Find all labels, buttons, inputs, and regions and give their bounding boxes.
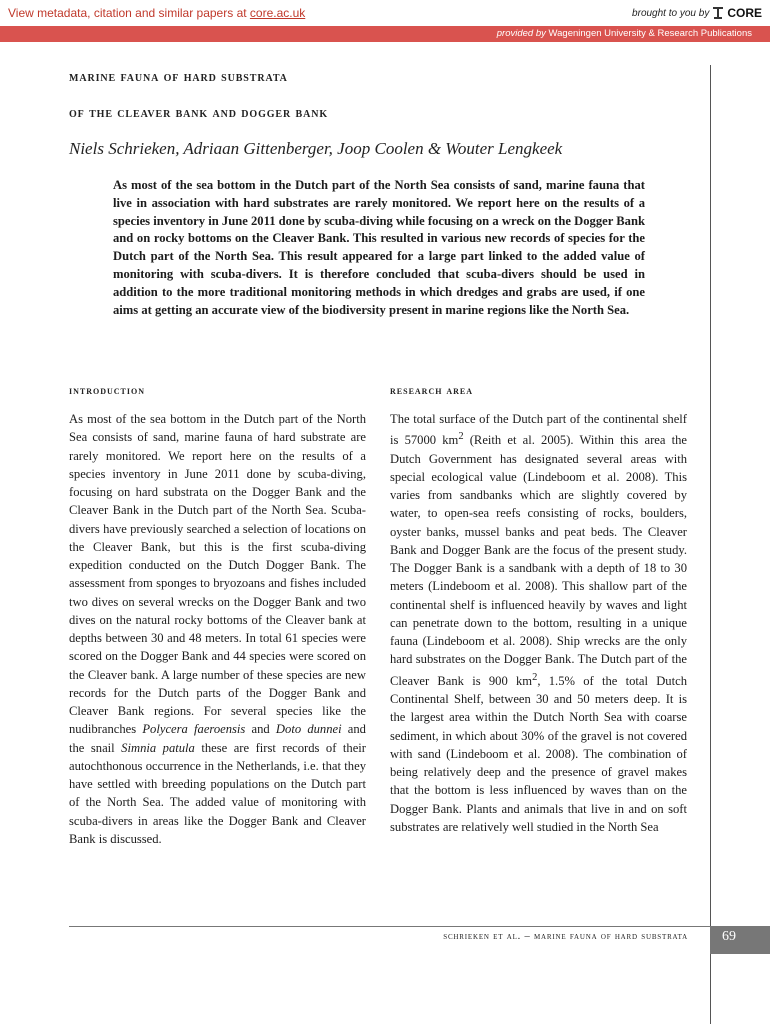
core-logo-icon [712, 6, 724, 20]
running-header: schrieken et al. – marine fauna of hard substrata [443, 931, 688, 942]
page-number: 69 [722, 929, 736, 944]
metadata-prefix: View metadata, citation and similar papers at [8, 6, 250, 20]
intro-part: As most of the sea bottom in the Dutch part of the North Sea consists of sand, marine fauna of hard substrate are rarely monitored. We report here on the results of a species inventory in June 2011 done by scuba-diving, focusing on hard substrata on the Dogger Bank and the Cleaver Bank in the Dutch part of the North Sea. Scuba-divers have previously searched a selection of locations on the Cleaver Bank, but this is the first scuba-diving expedition conducted on the Dutch Dogger Bank. The assessment from sponges to bryozoans and fishes included two dives on several wrecks on the Dogger Bank and two dives on the natural rocky bottoms of the Cleaver bank at depths between 30 and 48 meters. In total 61 species were scored on the Dogger Bank and 44 species were scored on the Cleaver bank. A large number of these species are new records for the Dutch parts of the Dogger Bank and Cleaver Bank regions. For several species like the nudibranches [69, 412, 366, 737]
intro-part: and the snail [69, 722, 366, 755]
introduction-text [69, 410, 366, 848]
brought-by[interactable] [632, 6, 762, 20]
core-label: CORE [727, 6, 762, 20]
research-part: The total surface of the Dutch part of the continental shelf is 57000 km [390, 412, 687, 448]
metadata-link[interactable] [8, 6, 305, 20]
superscript: 2 [532, 671, 538, 683]
provided-by[interactable] [497, 28, 752, 39]
brought-by-text: brought to you by [632, 7, 710, 19]
core-link[interactable]: core.ac.uk [249, 6, 306, 20]
introduction-heading: introduction [69, 385, 146, 397]
intro-part: these are first records of their autochthonous occurrence in the Netherlands, i.e. that they have settled with breeding populations on the Dutch part of the North Sea. The added value of monitoring with scuba-divers in areas like the Dogger Bank and Cleaver Bank is discussed. [69, 740, 366, 846]
superscript: 2 [458, 431, 464, 443]
authors: Niels Schrieken, Adriaan Gittenberger, Joop Coolen & Wouter Lengkeek [69, 139, 563, 158]
intro-part: and [245, 722, 276, 737]
research-area-text [390, 410, 687, 836]
title-line-2: of the cleaver bank and dogger bank [69, 106, 329, 121]
species-name: Polycera faeroensis [142, 722, 246, 737]
research-area-heading: research area [390, 385, 473, 397]
species-name: Simnia patula [121, 740, 195, 755]
footer-rule [69, 926, 710, 927]
title-line-1: marine fauna of hard substrata [69, 70, 288, 85]
abstract: As most of the sea bottom in the Dutch part of the North Sea consists of sand, marine fauna that live in association with hard substrates are rarely monitored. We report here on the results of a species inventory in June 2011 done by scuba-diving while focusing on a wreck on the Dogger Bank and on rocky bottoms on the Cleaver Bank. This resulted in various new records of species for the Dutch part of the North Sea. This result appeared for a large part linked to the added value of monitoring with scuba-divers. It is therefore concluded that scuba-divers should be used in addition to the more traditional monitoring methods in which dredges and grabs are used, if one aims at getting an accurate view of the biodiversity present in marine regions like the North Sea. [113, 178, 645, 317]
provided-by-prefix: provided by [496, 28, 546, 39]
provider-name: Wageningen University & Research Publications [548, 28, 752, 39]
research-part: (Reith et al. 2005). Within this area the Dutch Government has designated several areas with special ecological value (Lindeboom et al. 2008). This varies from sandbanks which are slightly covered by water, to open-sea reefs consisting of rocks, boulders, oyster banks, mussel banks and peat beds. The Cleaver Bank and Dogger Bank are the focus of the present study. The Dogger Bank is a sandbank with a depth of 18 to 30 meters (Lindeboom et al. 2008). This shallow part of the continental shelf is influenced heavily by waves and light can penetrate down to the bottom, resulting in a unique fauna (Lindeboom et al. 2008). Ship wrecks are the only hard substrates on the Dogger Bank. The Dutch part of the Cleaver Bank is 900 km [390, 433, 687, 688]
species-name: Doto dunnei [275, 722, 342, 737]
research-part: , 1.5% of the total Dutch Continental Shelf, between 30 and 50 meters deep. It is the largest area within the Dutch North Sea with coarse sediment, in which about 30% of the gravel is not covered with sand (Lindeboom et al. 2008). The combination of being relatively deep and the presence of gravel makes that the bottom is less influenced by waves than on the Dogger Bank. Plants and animals that live in and on soft substrates are relatively well studied in the North Sea [390, 673, 687, 834]
margin-rule [710, 65, 711, 1024]
